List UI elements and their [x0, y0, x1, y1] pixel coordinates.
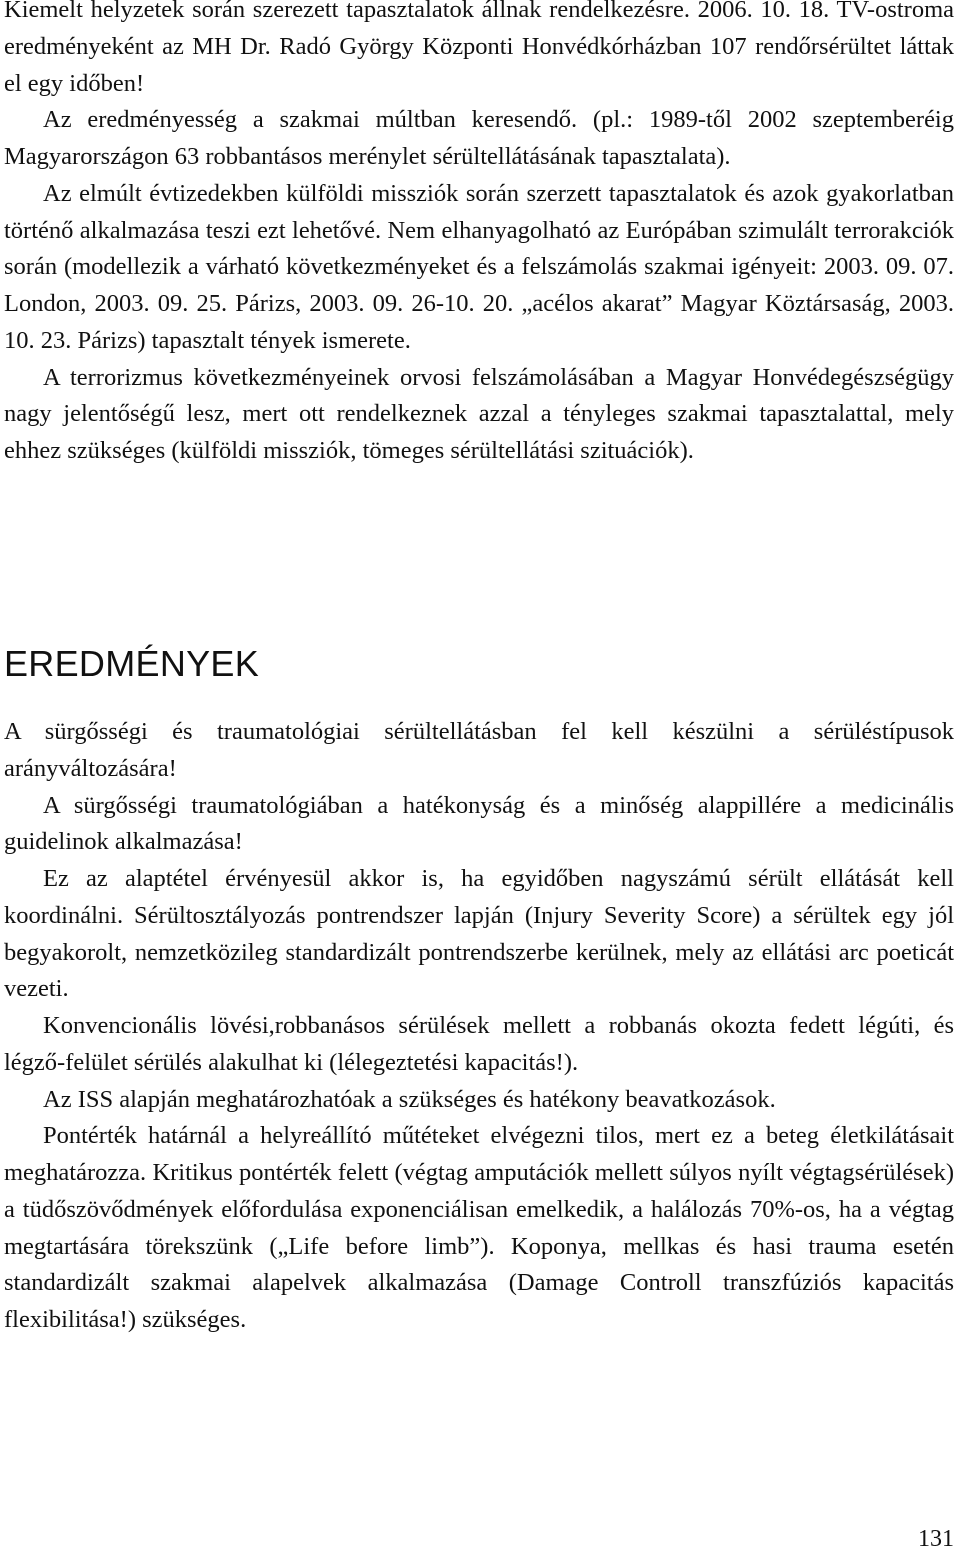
paragraph-guidelinok: A sürgősségi traumatológiában a hatékonyság és a minőség alappillére a medicinális guidelinok alkalmazása! — [4, 791, 954, 856]
intro-section — [4, 0, 954, 470]
paragraph-konvencionalis: Konvencionális lövési,robbanásos sérülések mellett a robbanás okozta fedett légúti, és légző-felület sérülés alakulhat ki (lélegeztetési kapacitás!). — [4, 1012, 954, 1076]
paragraph-iss: Az ISS alapján meghatározhatóak a szükséges és hatékony beavatkozások. — [43, 1085, 776, 1113]
paragraph-alaptetel: Ez az alaptétel érvényesül akkor is, ha egyidőben nagyszámú sérült ellátását kell koordinálni. Sérültosztályozás pontrendszer lapján (Injury Severity Score) a sérültek egy jól begyakorolt, nemzetközileg standardizált pontrendszerbe kerülnek, mely az ellátási arc poeticát vezeti. — [4, 865, 954, 1003]
page-number: 131 — [918, 1526, 954, 1552]
paragraph-eredmenyesseg: Az eredményesség a szakmai múltban keresendő. (pl.: 1989-től 2002 szeptemberéig Magyarországon 63 robbantásos merénylet sérültellátásának tapasztalata). — [4, 106, 954, 170]
paragraph-ponttertek: Pontérték határnál a helyreállító műtéteket elvégezni tilos, mert ez a beteg életkilátásait meghatározza. Kritikus pontérték felett (végtag amputációk mellett súlyos nyílt végtagsérülések) a tüdőszövődmények előfordulása exponenciálisan emelkedik, a halálozás 70%-os, ha a végtag megtartására törekszünk („Life before limb”). Koponya, mellkas és hasi trauma esetén standardizált szakmai alapelvek alkalmazása (Damage Controll transzfúziós kapacitás flexibilitása!) szükséges. — [4, 1122, 954, 1333]
paragraph-kulfoldi-missziok: Az elmúlt évtizedekben külföldi missziók során szerzett tapasztalatok és azok gyakorlatban történő alkalmazása teszi ezt lehetővé. Nem elhanyagolható az Európában szimulált terrorakciók során (modellezik a várható következményeket és a felszámolás szakmai igényeit: 2003. 09. 07. London, 2003. 09. 25. Párizs, 2003. 09. 26-10. 20. „acélos akarat” Magyar Köztársaság, 2003. 10. 23. Párizs) tapasztalt tények ismerete. — [4, 179, 954, 354]
section-heading-eredmenyek: EREDMÉNYEK — [4, 643, 260, 684]
results-section — [4, 714, 954, 1339]
paragraph-kiemelt-helyzetek: Kiemelt helyzetek során szerezett tapasztalatok állnak rendelkezésre. 2006. 10. 18. TV-ostroma eredményeként az MH Dr. Radó György Központi Honvédkórházban 107 rendőrsérültet láttak el egy időben! — [4, 0, 954, 97]
paragraph-serulestipusok: A sürgősségi és traumatológiai sérültellátásban fel kell készülni a sérüléstípusok arányváltozására! — [4, 718, 954, 782]
paragraph-terrorizmus: A terrorizmus következményeinek orvosi felszámolásában a Magyar Honvédegészségügy nagy jelentőségű lesz, mert ott rendelkeznek azzal a tényleges szakmai tapasztalattal, mely ehhez szükséges (külföldi missziók, tömeges sérültellátási szituációk). — [4, 363, 954, 464]
